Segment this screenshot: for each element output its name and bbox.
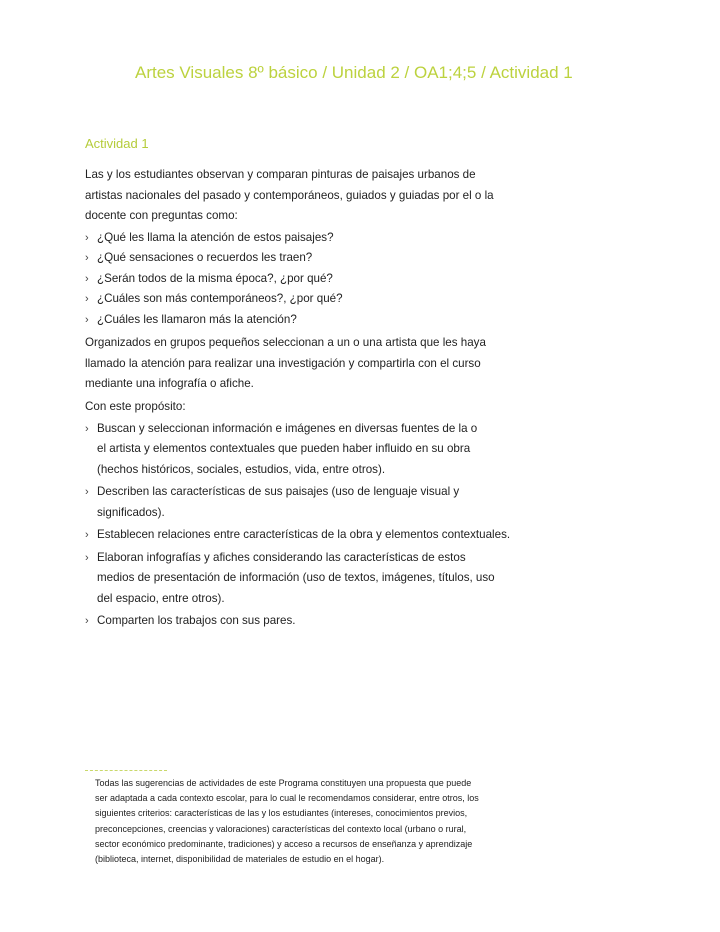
chevron-right-icon: › [85, 529, 89, 541]
chevron-right-icon: › [85, 313, 89, 326]
chevron-right-icon: › [85, 486, 89, 498]
text-line: sector económico predominante, tradiciones) y acceso a recursos de enseñanza y aprendizaje [95, 838, 473, 849]
list-item: › ¿Cuáles les llamaron más la atención? [85, 310, 494, 331]
chevron-right-icon: › [85, 293, 89, 305]
footnote-divider [85, 770, 167, 771]
list-item: › Establecen relaciones entre características de la obra y elementos contextuales. [85, 525, 510, 546]
question-list [85, 228, 494, 331]
list-item: › ¿Qué sensaciones o recuerdos les traen? [85, 248, 494, 269]
chevron-right-icon: › [85, 231, 89, 244]
activity-heading: Actividad 1 [85, 136, 149, 151]
list-item: › Describen las características de sus paisajes (uso de lenguaje visual y significados). [85, 482, 510, 523]
list-item: › Buscan y seleccionan información e imágenes en diversas fuentes de la o el artista y elementos contextuales que pueden haber influido en su obra (hechos históricos, sociales, estudios, vida, entre otros). [85, 419, 510, 481]
text-line: Todas las sugerencias de actividades de este Programa constituyen una propuesta que puede [95, 778, 472, 788]
text-line: llamado la atención para realizar una investigación y compartirla con el curso [85, 356, 481, 370]
text-line: Las y los estudiantes observan y comparan pinturas de paisajes urbanos de [85, 168, 476, 181]
chevron-right-icon: › [85, 551, 89, 564]
list-item: › Elaboran infografías y afiches considerando las características de estos medios de presentación de información (uso de textos, imágenes, títulos, uso del espacio, entre otros). [85, 548, 510, 610]
steps-list [85, 419, 510, 632]
purpose-label: Con este propósito: [85, 400, 186, 413]
text-line: docente con preguntas como: [85, 209, 238, 222]
intro-paragraph [85, 165, 494, 330]
groups-paragraph [85, 333, 486, 395]
text-line: (biblioteca, internet, disponibilidad de materiales de estudio en el hogar). [95, 854, 385, 865]
list-item: › ¿Serán todos de la misma época?, ¿por qué? [85, 269, 494, 290]
text-line: mediante una infografía o afiche. [85, 377, 254, 390]
page-title: Artes Visuales 8º básico / Unidad 2 / OA1;4;5 / Actividad 1 [135, 63, 573, 82]
chevron-right-icon: › [85, 615, 89, 627]
text-line: siguientes criterios: características de las y los estudiantes (intereses, conocimientos previos, [95, 808, 468, 819]
list-item: › ¿Qué les llama la atención de estos paisajes? [85, 228, 494, 249]
chevron-right-icon: › [85, 252, 89, 264]
purpose-section [85, 397, 510, 632]
text-line: ser adaptada a cada contexto escolar, para lo cual le recomendamos considerar, entre otros, los [95, 793, 479, 804]
text-line: Organizados en grupos pequeños seleccionan a un o una artista que les haya [85, 336, 486, 349]
list-item: › Comparten los trabajos con sus pares. [85, 611, 510, 632]
text-line: preconcepciones, creencias y valoraciones) características del contexto local (urbano o rural, [95, 823, 467, 834]
footnote [95, 776, 479, 867]
text-line: artistas nacionales del pasado y contemporáneos, guiados y guiadas por el o la [85, 188, 494, 202]
list-item: › ¿Cuáles son más contemporáneos?, ¿por qué? [85, 289, 494, 310]
chevron-right-icon: › [85, 422, 89, 435]
chevron-right-icon: › [85, 272, 89, 285]
